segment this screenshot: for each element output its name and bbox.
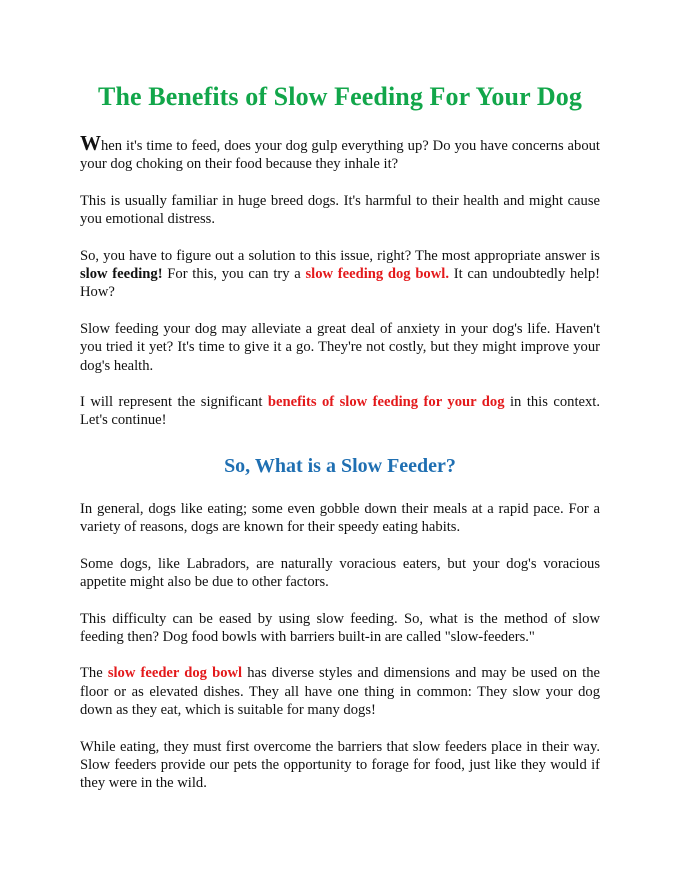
section-paragraph-3: This difficulty can be eased by using slow feeding. So, what is the method of slow feeding then? Dog food bowls with barriers built-in are called "slow-feeders." — [80, 610, 600, 645]
section-paragraph-5: While eating, they must first overcome the barriers that slow feeders place in their way. Slow feeders provide our pets the opportunity to forage for food, just like they would if they were in the wild. — [80, 738, 600, 792]
intro-paragraph-3-text-a: So, you have to figure out a solution to this issue, right? The most appropriate answer is — [80, 247, 600, 264]
section-paragraph-1: In general, dogs like eating; some even gobble down their meals at a rapid pace. For a variety of reasons, dogs are known for their speedy eating habits. — [80, 500, 600, 536]
drop-cap: W — [80, 131, 101, 155]
intro-paragraph-5 — [80, 393, 600, 430]
slow-feeding-emphasis: slow feeding! — [80, 266, 163, 283]
intro-paragraph-3 — [80, 247, 600, 302]
slow-feeding-dog-bowl-link[interactable]: slow feeding dog bowl. — [305, 266, 449, 283]
intro-paragraph-3-text-c: It can undoubtedly help! How? — [80, 266, 600, 301]
section-heading-wrap — [80, 452, 600, 480]
intro-paragraph-1-text: hen it's time to feed, does your dog gulp everything up? Do you have concerns about your dog choking on their food because they inhale it? — [80, 138, 600, 173]
intro-paragraph-1 — [80, 131, 600, 174]
intro-paragraph-4: Slow feeding your dog may alleviate a great deal of anxiety in your dog's life. Haven't you tried it yet? It's time to give it a go. They're not costly, but they might improve your dog's health. — [80, 320, 600, 374]
page-title: The Benefits of Slow Feeding For Your Dog — [98, 82, 582, 111]
intro-paragraph-5-text-b: in this context. Let's continue! — [80, 394, 600, 429]
intro-paragraph-3-text-b: For this, you can try a — [162, 266, 306, 283]
section-heading: So, What is a Slow Feeder? — [224, 454, 456, 477]
slow-feeder-dog-bowl-link[interactable]: slow feeder dog bowl — [107, 665, 243, 682]
section-paragraph-4-text-a: The — [80, 665, 108, 682]
section-paragraph-4 — [80, 664, 600, 719]
benefits-of-slow-feeding-link[interactable]: benefits of slow feeding for your dog — [267, 394, 505, 411]
section-paragraph-4-text-b: has diverse styles and dimensions and may be used on the floor or as elevated dishes. They all have one thing in common: They slow your dog down as they eat, which is suitable for many dogs! — [80, 665, 600, 719]
section-paragraph-2: Some dogs, like Labradors, are naturally voracious eaters, but your dog's voracious appetite might also be due to other factors. — [80, 555, 600, 591]
intro-paragraph-2: This is usually familiar in huge breed dogs. It's harmful to their health and might cause you emotional distress. — [80, 192, 600, 228]
intro-paragraph-5-text-a: I will represent the significant — [80, 394, 268, 411]
